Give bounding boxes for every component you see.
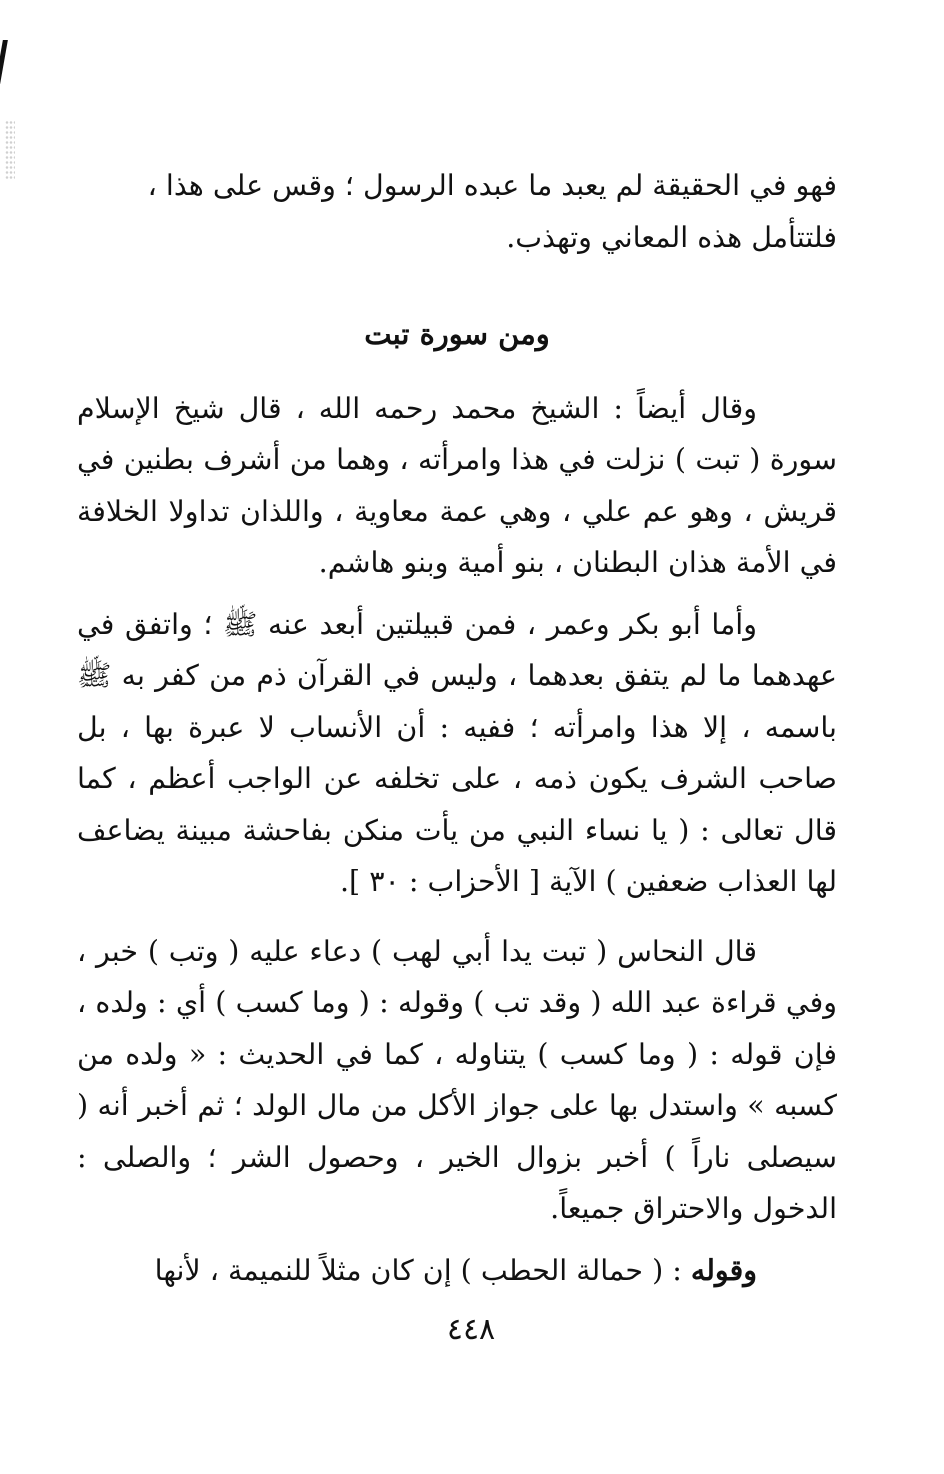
page-number: ٤٤٨	[447, 1312, 497, 1347]
paragraph-3: قال النحاس ( تبت يدا أبي لهب ) دعاء عليه ( وتب ) خبر ، وفي قراءة عبد الله ( وقد تب ) وقوله : ( وما كسب ) أي : ولده ، فإن قوله : ( وما كسب ) يتناوله ، كما في الحديث : « ولده من كسبه » واستدل بها على جواز الأكل من مال الولد ؛ ثم أخبر أنه ( سيصلى ناراً ) أخبر بزوال الخير ، وحصول الشر ؛ والصلى : الدخول والاحتراق جميعاً.	[78, 934, 838, 1225]
paragraph-1: وقال أيضاً : الشيخ محمد رحمه الله ، قال شيخ الإسلام سورة ( تبت ) نزلت في هذا وامرأته ، وهما من أشرف بطنين في قريش ، وهو عم علي ، وهي عمة معاوية ، واللذان تداولا الخلافة في الأمة هذان البطنان ، بنو أمية وبنو هاشم.	[78, 391, 838, 579]
scan-edge-noise	[6, 120, 16, 180]
paragraph-4	[78, 1245, 838, 1297]
paragraph-4-text: : ( حمالة الحطب ) إن كان مثلاً للنميمة ، لأنها	[155, 1253, 683, 1287]
intro-line-1: فهو في الحقيقة لم يعبد ما عبده الرسول ؛ وقس على هذا ،	[148, 169, 838, 202]
intro-line-2: فلتتأمل هذه المعاني وتهذب.	[507, 220, 838, 254]
scan-edge-mark	[0, 40, 9, 84]
section-heading: ومن سورة تبت	[365, 317, 551, 351]
paragraph-4-lead: وقوله	[691, 1252, 758, 1287]
page-body	[78, 160, 838, 1296]
intro-paragraph	[78, 160, 838, 263]
paragraph-2: وأما أبو بكر وعمر ، فمن قبيلتين أبعد عنه ﷺ ؛ واتفق في عهدهما ما لم يتفق بعدهما ، وليس في القرآن ذم من كفر به ﷺ باسمه ، إلا هذا وامرأته ؛ ففيه : أن الأنساب لا عبرة بها ، بل صاحب الشرف يكون ذمه ، على تخلفه عن الواجب أعظم ، كما قال تعالى : ( يا نساء النبي من يأت منكن بفاحشة مبينة يضاعف لها العذاب ضعفين ) الآية [ الأحزاب : ٣٠ ].	[78, 607, 838, 898]
